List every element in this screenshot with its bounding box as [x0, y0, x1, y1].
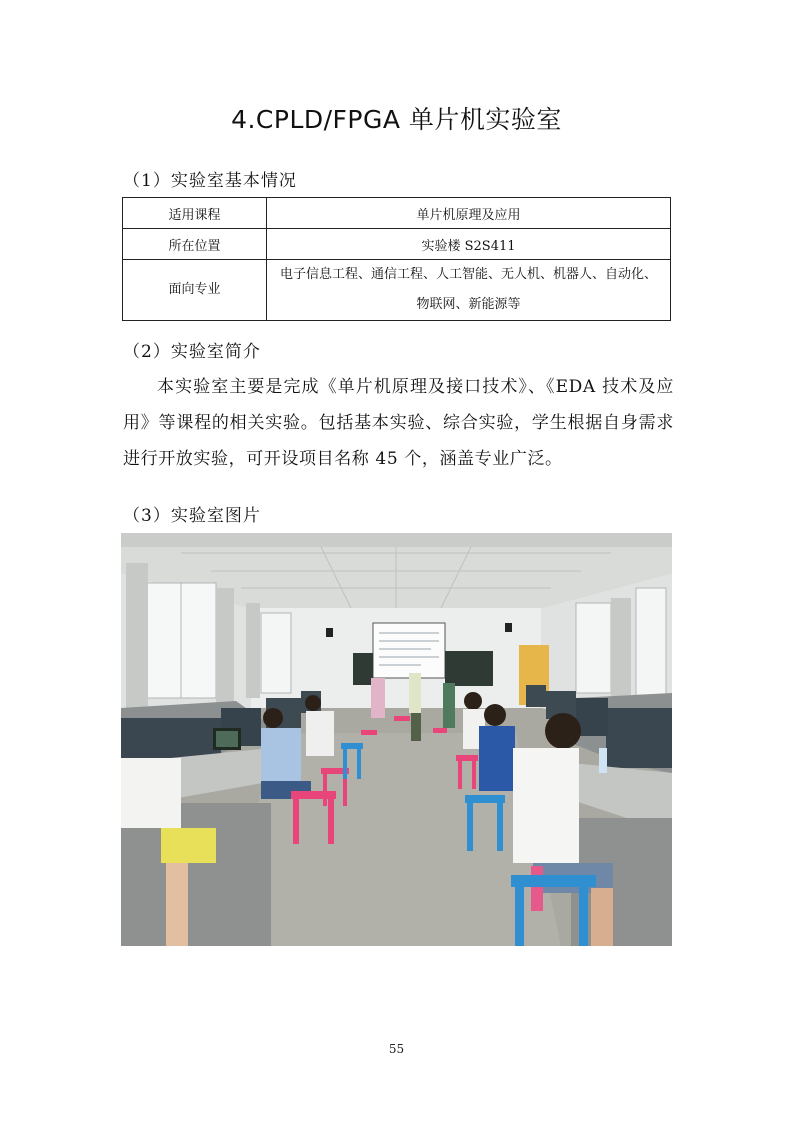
- page-number: 55: [388, 1042, 405, 1056]
- table-value-cell: 单片机原理及应用: [267, 198, 671, 229]
- page-title: 4.CPLD/FPGA 单片机实验室: [231, 105, 562, 134]
- introduction-paragraph: 本实验室主要是完成《单片机原理及接口技术》、《EDA 技术及应用》等课程的相关实验。包括基本实验、综合实验，学生根据自身需求进行开放实验，可开设项目名称 45 个，涵盖专业广泛。: [123, 377, 674, 469]
- majors-line-2: 物联网、新能源等: [416, 297, 521, 312]
- table-value-cell: [267, 260, 671, 321]
- table-row: [123, 260, 671, 321]
- table-label-cell: 适用课程: [123, 198, 267, 229]
- table-row: [123, 198, 671, 229]
- table-value-cell: 实验楼 S2S411: [267, 229, 671, 260]
- section-heading-photos: （3）实验室图片: [123, 506, 261, 526]
- section-heading-introduction: （2）实验室简介: [123, 342, 261, 362]
- table-row: [123, 229, 671, 260]
- lab-info-table: [122, 197, 671, 321]
- table-label-cell: 面向专业: [123, 260, 267, 321]
- table-label-cell: 所在位置: [123, 229, 267, 260]
- lab-photo-illustration: [121, 533, 672, 946]
- section-heading-basic-info: （1）实验室基本情况: [123, 171, 297, 191]
- majors-line-1: 电子信息工程、通信工程、人工智能、无人机、机器人、自动化、: [279, 267, 657, 282]
- lab-photo: [121, 533, 672, 946]
